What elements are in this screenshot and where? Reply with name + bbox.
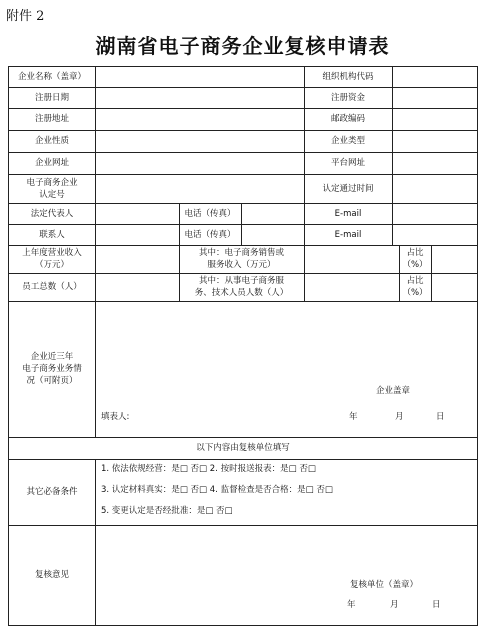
condition-line-2[interactable]: 3. 认定材料真实：是□ 否□ 4. 监督检查是否合格：是□ 否□ [101, 485, 333, 495]
register-date-field[interactable] [96, 87, 303, 108]
label-ecommerce-cert-no: 电子商务企业 认定号 [26, 177, 78, 200]
label-legal-rep-phone: 电话（传真） [184, 208, 236, 219]
label-ecommerce-staff: 其中：从事电子商务服 务、技术人员人数（人） [194, 276, 289, 298]
label-company-name: 企业名称（盖章） [17, 72, 86, 82]
label-contact-email: E-mail [334, 229, 362, 240]
company-nature-field[interactable] [96, 130, 303, 152]
label-contact-phone: 电话（传真） [184, 229, 236, 240]
label-cert-pass-date: 认定通过时间 [322, 183, 374, 194]
business-history-field[interactable] [96, 301, 477, 437]
postal-code-field[interactable] [393, 108, 477, 130]
review-seal-label: 复核单位（盖章） [350, 580, 419, 590]
label-register-capital: 注册资金 [330, 92, 365, 103]
label-register-address: 注册地址 [34, 114, 69, 124]
label-other-conditions: 其它必备条件 [26, 487, 78, 497]
year-label: 年 [349, 412, 358, 422]
label-contact: 联系人 [39, 229, 65, 240]
label-employee-total: 员工总数（人） [22, 282, 82, 292]
label-business-history: 企业近三年 电子商务业务情 况（可附页） [22, 352, 82, 386]
cert-no-field[interactable] [96, 174, 303, 203]
review-day-label: 日 [432, 600, 441, 610]
ecommerce-revenue-field[interactable] [305, 245, 399, 273]
staff-ratio-field[interactable] [432, 273, 477, 301]
label-company-website: 企业网址 [34, 158, 69, 168]
attachment-label: 附件 2 [6, 9, 45, 24]
review-month-label: 月 [390, 600, 399, 610]
form-title: 湖南省电子商务企业复核申请表 [95, 34, 390, 58]
filler-label: 填表人: [101, 412, 130, 422]
label-company-nature: 企业性质 [34, 136, 69, 146]
review-year-label: 年 [347, 600, 356, 610]
contact-field[interactable] [96, 224, 179, 245]
review-application-form [8, 66, 478, 626]
register-address-field[interactable] [96, 108, 303, 130]
label-review-opinion: 复核意见 [34, 570, 69, 580]
legal-rep-phone-field[interactable] [242, 203, 304, 224]
cert-pass-date-field[interactable] [393, 174, 477, 203]
label-register-date: 注册日期 [34, 92, 69, 103]
company-website-field[interactable] [96, 152, 303, 174]
label-legal-rep: 法定代表人 [30, 208, 74, 219]
contact-email-field[interactable] [393, 224, 477, 245]
label-annual-revenue: 上年度营业收入 （万元） [22, 248, 82, 270]
day-label: 日 [436, 412, 445, 422]
legal-rep-email-field[interactable] [393, 203, 477, 224]
annual-revenue-field[interactable] [96, 245, 179, 273]
label-legal-rep-email: E-mail [334, 208, 362, 219]
label-org-code: 组织机构代码 [322, 72, 374, 82]
revenue-ratio-field[interactable] [432, 245, 477, 273]
label-platform-website: 平台网址 [330, 158, 365, 168]
legal-rep-field[interactable] [96, 203, 179, 224]
condition-line-3[interactable]: 5. 变更认定是否经批准：是□ 否□ [101, 506, 233, 516]
org-code-field[interactable] [393, 67, 477, 87]
condition-line-1[interactable]: 1. 依法依规经营：是□ 否□ 2. 按时报送报表：是□ 否□ [101, 464, 316, 474]
review-section-header: 以下内容由复核单位填写 [196, 443, 290, 453]
register-capital-field[interactable] [393, 87, 477, 108]
company-seal-label: 企业盖章 [376, 386, 411, 396]
company-type-field[interactable] [393, 130, 477, 152]
label-postal-code: 邮政编码 [330, 114, 365, 124]
month-label: 月 [395, 412, 404, 422]
review-opinion-field[interactable] [96, 525, 477, 625]
label-ecommerce-revenue: 其中：电子商务销售或 服务收入（万元） [198, 248, 284, 270]
label-company-type: 企业类型 [330, 136, 365, 146]
label-revenue-ratio: 占比 （%） [402, 248, 428, 270]
platform-website-field[interactable] [393, 152, 477, 174]
label-staff-ratio: 占比 （%） [402, 276, 428, 298]
company-name-field[interactable] [96, 67, 303, 87]
employee-total-field[interactable] [96, 273, 179, 301]
ecommerce-staff-field[interactable] [305, 273, 399, 301]
contact-phone-field[interactable] [242, 224, 304, 245]
